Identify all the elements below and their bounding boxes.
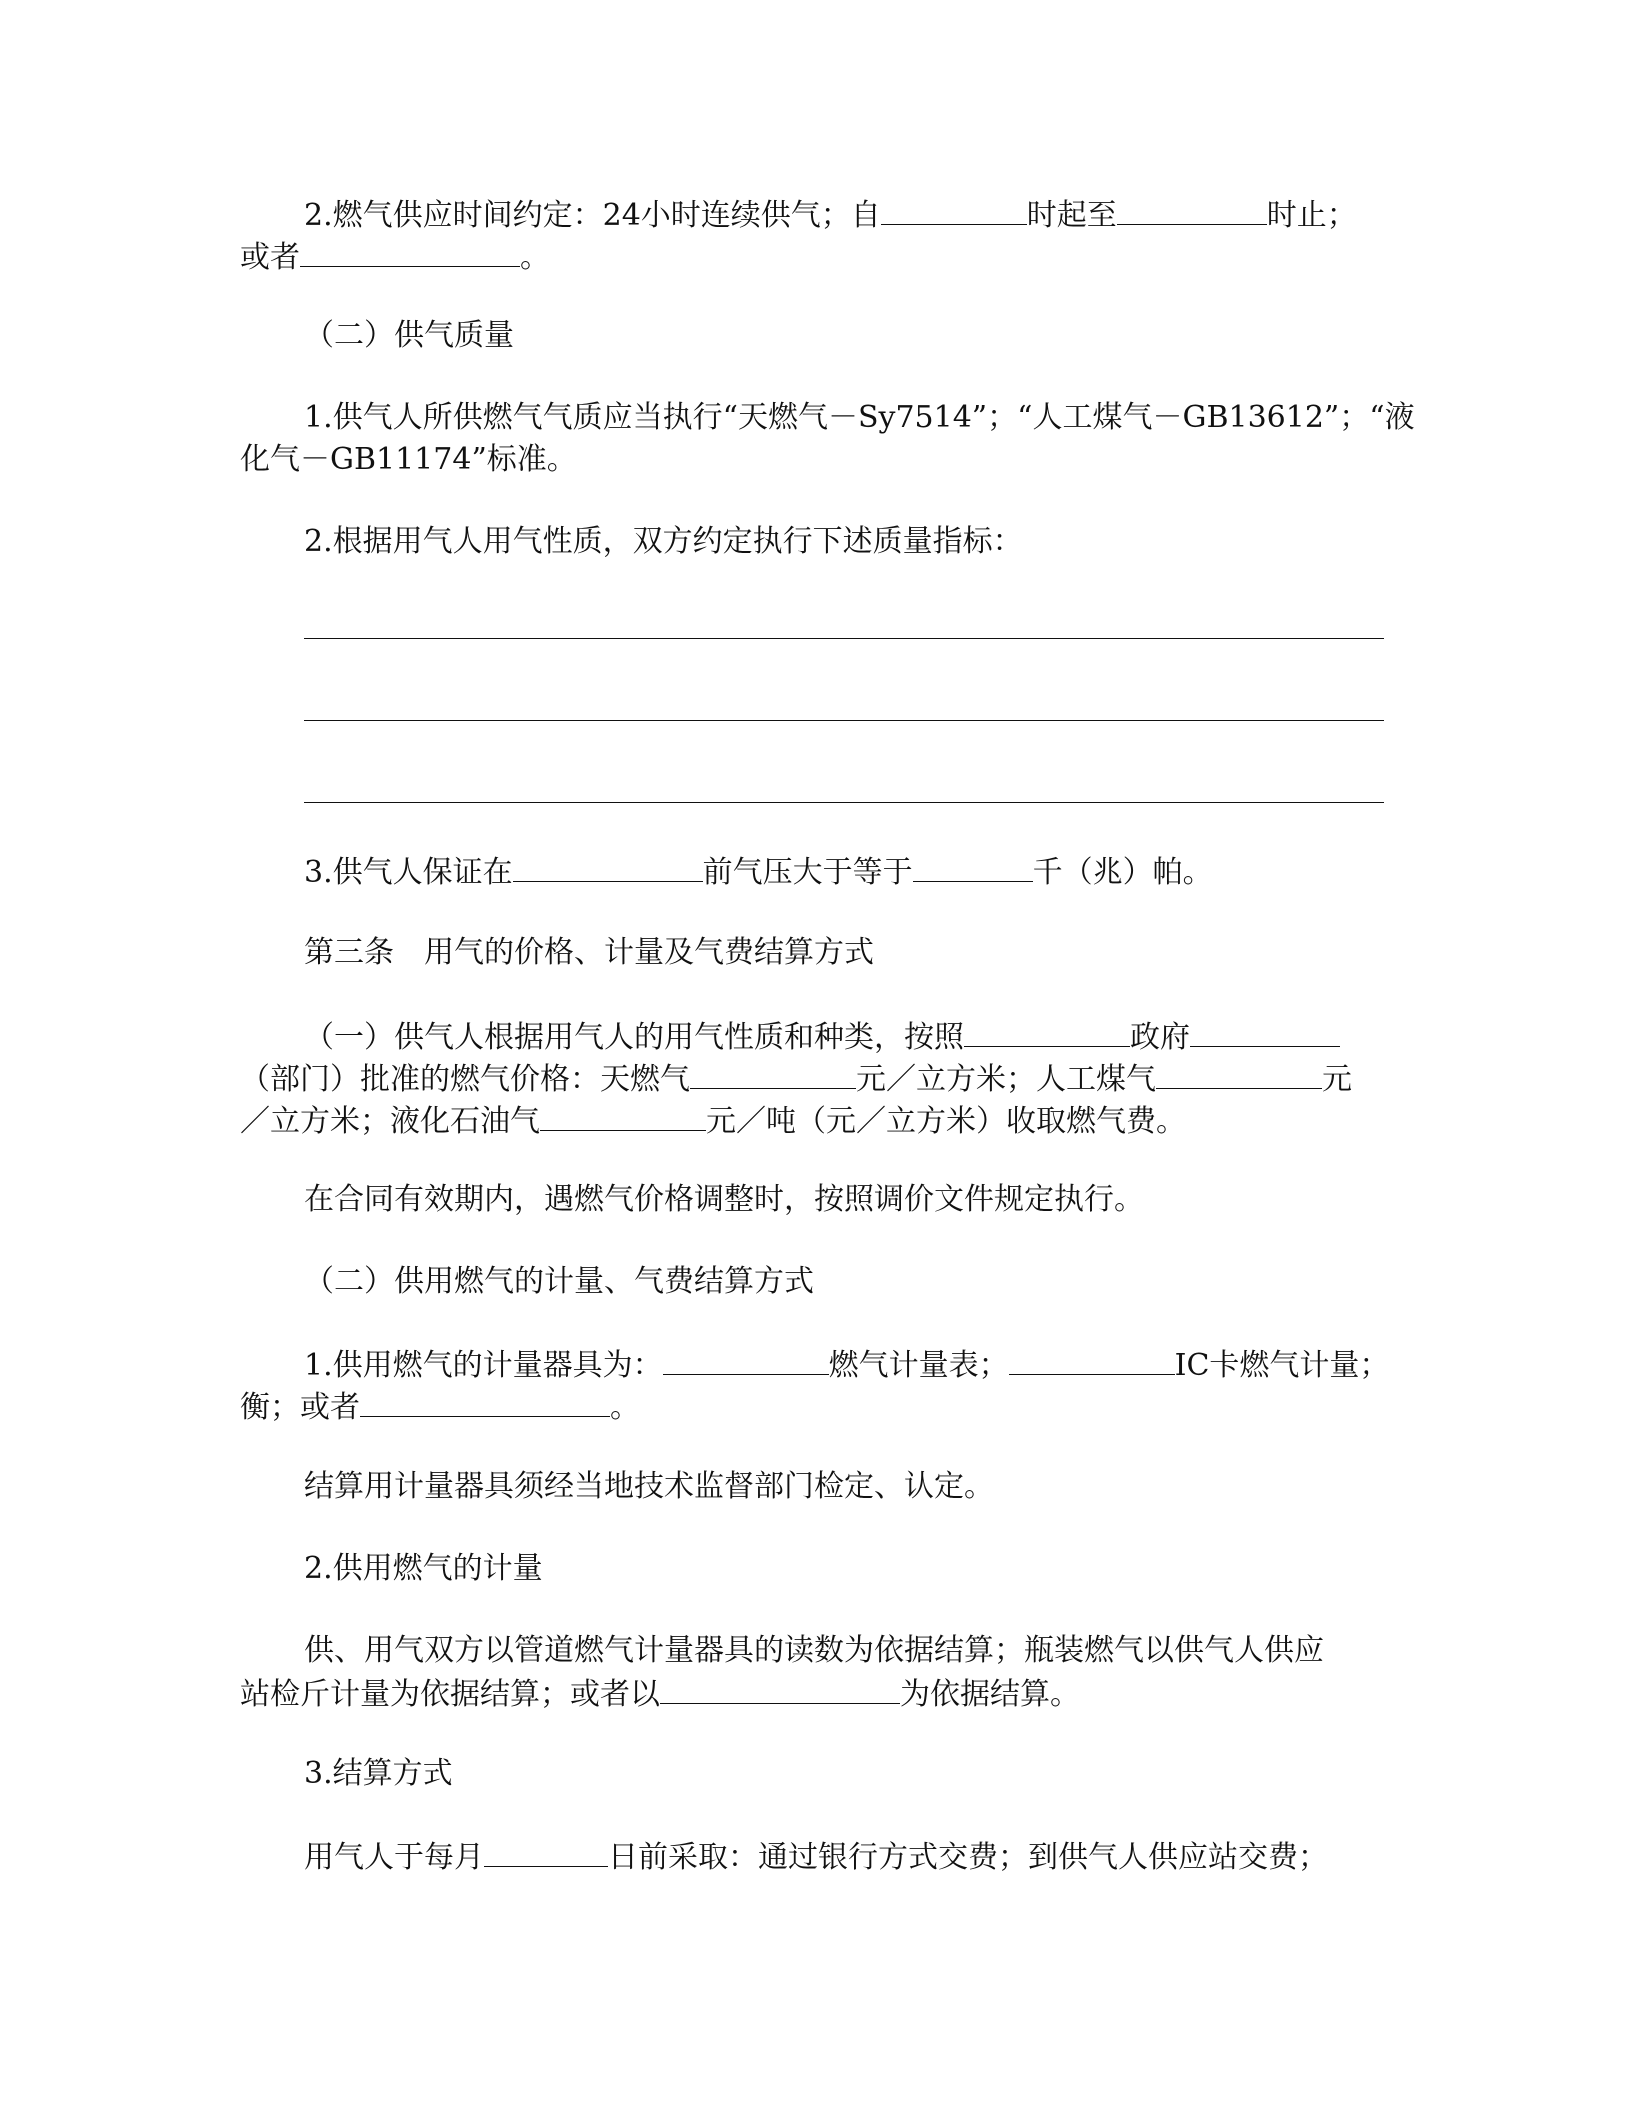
blank-field [1117, 194, 1267, 225]
text: 。 [610, 1390, 640, 1425]
blank-rule-line [304, 720, 1384, 721]
price-line-1 [304, 1016, 1464, 1058]
text: 政府 [1130, 1020, 1190, 1055]
price-line-3 [240, 1100, 1400, 1142]
settlement-basis-line: 供、用气双方以管道燃气计量器具的读数为依据结算；瓶装燃气以供气人供应 [304, 1633, 1324, 1668]
blank-field [1190, 1016, 1340, 1047]
text: 用气人于每月 [304, 1840, 484, 1875]
supply-time-line [304, 194, 1464, 236]
article-three-heading [304, 933, 1464, 973]
quality-standard-line-cont: 化气－GB11174”标准。 [240, 442, 577, 477]
text: IC卡燃气计量； [1174, 1348, 1390, 1383]
text: 燃气计量表； [828, 1348, 1009, 1383]
blank-field [513, 851, 703, 882]
section-heading-supply-quality: （二）供气质量 [304, 318, 514, 353]
quality-indicators-line: 2.根据用气人用气性质，双方约定执行下述质量指标： [304, 524, 1023, 559]
section-heading-gas-metering: 2.供用燃气的计量 [304, 1551, 543, 1586]
text: 。 [520, 240, 550, 275]
settlement-basis-line-cont [240, 1673, 1400, 1715]
text: 日前采取：通过银行方式交费；到供气人供应站交费； [608, 1840, 1328, 1875]
blank-field [300, 236, 520, 267]
text: 衡；或者 [240, 1390, 360, 1425]
meter-certification-line: 结算用计量器具须经当地技术监督部门检定、认定。 [304, 1469, 994, 1504]
blank-field [484, 1836, 608, 1867]
blank-field [1156, 1058, 1322, 1089]
text: 元 [1322, 1062, 1352, 1097]
text: ／立方米；液化石油气 [240, 1104, 540, 1139]
blank-field [1009, 1344, 1175, 1375]
article-title: 用气的价格、计量及气费结算方式 [424, 935, 874, 970]
pressure-line [304, 851, 1464, 893]
blank-field [964, 1016, 1130, 1047]
section-heading-settlement: 3.结算方式 [304, 1756, 453, 1791]
meter-device-line [304, 1344, 1464, 1386]
text: 2.燃气供应时间约定：24小时连续供气；自 [304, 198, 881, 233]
blank-rule-line [304, 802, 1384, 803]
price-line-2 [240, 1058, 1400, 1100]
blank-field [663, 1344, 829, 1375]
text: 前气压大于等于 [702, 855, 913, 890]
price-adjustment-line: 在合同有效期内，遇燃气价格调整时，按照调价文件规定执行。 [304, 1182, 1144, 1217]
meter-device-line-cont [240, 1386, 1400, 1428]
payment-line [304, 1836, 1464, 1878]
blank-field [360, 1386, 610, 1417]
text: （部门）批准的燃气价格：天燃气 [240, 1062, 690, 1097]
text: 站检斤计量为依据结算；或者以 [240, 1677, 660, 1712]
text: 1.供用燃气的计量器具为： [304, 1348, 663, 1383]
section-heading-metering: （二）供用燃气的计量、气费结算方式 [304, 1264, 814, 1299]
text: 时止； [1266, 198, 1357, 233]
text: （一）供气人根据用气人的用气性质和种类，按照 [304, 1020, 964, 1055]
blank-rule-line [304, 638, 1384, 639]
text: 为依据结算。 [900, 1677, 1080, 1712]
blank-field [660, 1673, 900, 1704]
article-number: 第三条 [304, 935, 394, 970]
quality-standard-line: 1.供气人所供燃气气质应当执行“天燃气－Sy7514”；“人工煤气－GB13612”；“液 [304, 400, 1415, 435]
text: 千（兆）帕。 [1032, 855, 1213, 890]
blank-field [540, 1100, 706, 1131]
supply-time-alt-line [240, 236, 1400, 278]
blank-field [690, 1058, 856, 1089]
blank-field [881, 194, 1027, 225]
text: 或者 [240, 240, 300, 275]
text: 元／立方米；人工煤气 [856, 1062, 1156, 1097]
text: 时起至 [1026, 198, 1117, 233]
text: 元／吨（元／立方米）收取燃气费。 [706, 1104, 1186, 1139]
text: 3.供气人保证在 [304, 855, 513, 890]
blank-field [913, 851, 1033, 882]
